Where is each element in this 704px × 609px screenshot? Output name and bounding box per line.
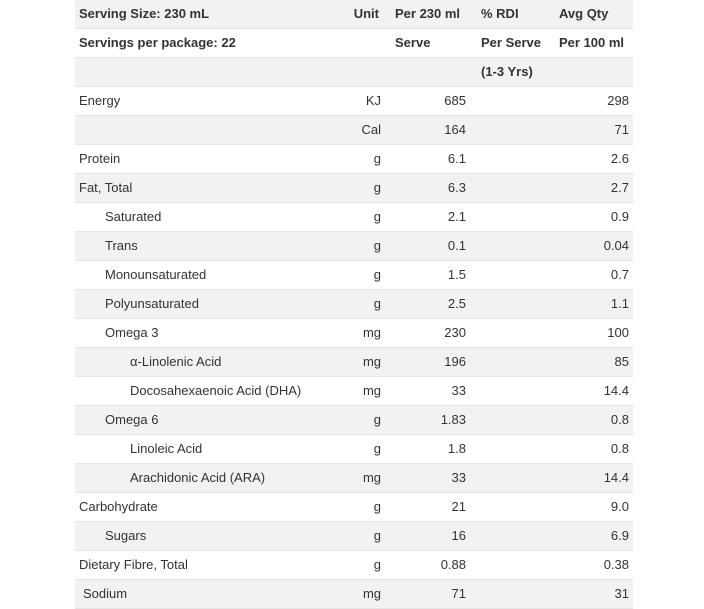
- table-row: [75, 145, 633, 174]
- nutrient-per-serve: 71: [385, 580, 471, 609]
- table-row: [75, 551, 633, 580]
- nutrient-unit: g: [341, 493, 385, 522]
- nutrient-avg-qty: 0.8: [549, 406, 633, 435]
- nutrient-avg-qty: 0.9: [549, 203, 633, 232]
- nutrient-per-serve: 230: [385, 319, 471, 348]
- nutrient-avg-qty: 2.6: [549, 145, 633, 174]
- nutrient-name: Linoleic Acid: [75, 435, 341, 464]
- per-serve-sub-header: Serve: [385, 29, 471, 58]
- nutrient-avg-qty: 298: [549, 87, 633, 116]
- nutrient-rdi: [471, 551, 549, 580]
- nutrient-per-serve: 2.5: [385, 290, 471, 319]
- nutrient-name: Saturated: [75, 203, 341, 232]
- table-row: [75, 493, 633, 522]
- nutrient-per-serve: 685: [385, 87, 471, 116]
- nutrient-unit: mg: [341, 464, 385, 493]
- nutrient-unit: g: [341, 261, 385, 290]
- nutrient-unit: mg: [341, 377, 385, 406]
- nutrient-unit: g: [341, 522, 385, 551]
- nutrient-per-serve: 33: [385, 464, 471, 493]
- table-row: [75, 435, 633, 464]
- nutrient-unit: g: [341, 145, 385, 174]
- nutrient-name: [75, 116, 341, 145]
- rdi-sub-header: Per Serve: [471, 29, 549, 58]
- nutrient-rdi: [471, 261, 549, 290]
- rdi-header: % RDI: [471, 0, 549, 29]
- nutrient-rdi: [471, 522, 549, 551]
- nutrient-avg-qty: 31: [549, 580, 633, 609]
- nutrient-rdi: [471, 377, 549, 406]
- nutrient-per-serve: 1.8: [385, 435, 471, 464]
- header-blank: [385, 58, 471, 87]
- serving-size-label: Serving Size: 230 mL: [75, 0, 341, 29]
- nutrient-name: α-Linolenic Acid: [75, 348, 341, 377]
- nutrient-name: Omega 6: [75, 406, 341, 435]
- table-row: [75, 377, 633, 406]
- nutrient-avg-qty: 2.7: [549, 174, 633, 203]
- nutrient-per-serve: 6.1: [385, 145, 471, 174]
- nutrient-unit: mg: [341, 580, 385, 609]
- nutrient-name: Polyunsaturated: [75, 290, 341, 319]
- nutrient-rdi: [471, 232, 549, 261]
- avg-qty-sub-header: Per 100 ml: [549, 29, 633, 58]
- nutrient-unit: g: [341, 203, 385, 232]
- nutrient-rdi: [471, 493, 549, 522]
- nutrient-avg-qty: 9.0: [549, 493, 633, 522]
- nutrient-unit: KJ: [341, 87, 385, 116]
- header-row-age: [75, 58, 633, 87]
- nutrient-name: Arachidonic Acid (ARA): [75, 464, 341, 493]
- nutrient-unit: g: [341, 290, 385, 319]
- nutrient-unit: mg: [341, 348, 385, 377]
- nutrient-avg-qty: 14.4: [549, 377, 633, 406]
- table-row: [75, 290, 633, 319]
- nutrient-rdi: [471, 464, 549, 493]
- nutrient-rdi: [471, 145, 549, 174]
- header-row-servings: [75, 29, 633, 58]
- nutrition-table: [75, 0, 633, 609]
- avg-qty-header: Avg Qty: [549, 0, 633, 29]
- nutrient-rdi: [471, 435, 549, 464]
- nutrient-name: Fat, Total: [75, 174, 341, 203]
- nutrient-per-serve: 16: [385, 522, 471, 551]
- nutrient-per-serve: 1.83: [385, 406, 471, 435]
- nutrient-avg-qty: 85: [549, 348, 633, 377]
- nutrient-avg-qty: 14.4: [549, 464, 633, 493]
- nutrient-avg-qty: 100: [549, 319, 633, 348]
- table-row: [75, 174, 633, 203]
- nutrient-unit: Cal: [341, 116, 385, 145]
- nutrient-avg-qty: 0.38: [549, 551, 633, 580]
- nutrient-per-serve: 164: [385, 116, 471, 145]
- table-row: [75, 464, 633, 493]
- nutrient-rdi: [471, 116, 549, 145]
- unit-header: Unit: [341, 0, 385, 29]
- nutrient-per-serve: 2.1: [385, 203, 471, 232]
- nutrient-per-serve: 21: [385, 493, 471, 522]
- servings-per-package-label: Servings per package: 22: [75, 29, 341, 58]
- table-row: [75, 319, 633, 348]
- nutrient-name: Omega 3: [75, 319, 341, 348]
- nutrient-unit: mg: [341, 319, 385, 348]
- nutrient-unit: g: [341, 232, 385, 261]
- nutrient-avg-qty: 0.7: [549, 261, 633, 290]
- nutrient-name: Protein: [75, 145, 341, 174]
- unit-header-sub: [341, 29, 385, 58]
- nutrient-avg-qty: 0.8: [549, 435, 633, 464]
- nutrient-rdi: [471, 319, 549, 348]
- header-blank: [75, 58, 341, 87]
- nutrient-rdi: [471, 580, 549, 609]
- table-row: [75, 116, 633, 145]
- rdi-age-header: (1-3 Yrs): [471, 58, 549, 87]
- nutrient-per-serve: 6.3: [385, 174, 471, 203]
- table-row: [75, 348, 633, 377]
- nutrient-name: Carbohydrate: [75, 493, 341, 522]
- table-row: [75, 522, 633, 551]
- nutrient-name: Sodium: [75, 580, 341, 609]
- nutrient-rdi: [471, 348, 549, 377]
- header-row-serving-size: [75, 0, 633, 29]
- table-row: [75, 87, 633, 116]
- header-blank: [549, 58, 633, 87]
- nutrient-name: Sugars: [75, 522, 341, 551]
- nutrient-rows: [75, 87, 633, 609]
- nutrient-per-serve: 196: [385, 348, 471, 377]
- table-row: [75, 406, 633, 435]
- nutrient-per-serve: 1.5: [385, 261, 471, 290]
- nutrient-per-serve: 0.1: [385, 232, 471, 261]
- nutrient-rdi: [471, 203, 549, 232]
- nutrient-name: Energy: [75, 87, 341, 116]
- table-row: [75, 261, 633, 290]
- nutrient-rdi: [471, 406, 549, 435]
- header-blank: [341, 58, 385, 87]
- table-row: [75, 203, 633, 232]
- per-serve-header: Per 230 ml: [385, 0, 471, 29]
- nutrient-name: Monounsaturated: [75, 261, 341, 290]
- nutrient-unit: g: [341, 551, 385, 580]
- nutrient-rdi: [471, 87, 549, 116]
- nutrient-name: Docosahexaenoic Acid (DHA): [75, 377, 341, 406]
- nutrient-rdi: [471, 290, 549, 319]
- nutrient-avg-qty: 71: [549, 116, 633, 145]
- nutrient-unit: g: [341, 174, 385, 203]
- nutrient-avg-qty: 0.04: [549, 232, 633, 261]
- nutrient-unit: g: [341, 406, 385, 435]
- table-row: [75, 232, 633, 261]
- nutrient-name: Trans: [75, 232, 341, 261]
- nutrient-per-serve: 0.88: [385, 551, 471, 580]
- nutrient-per-serve: 33: [385, 377, 471, 406]
- nutrient-unit: g: [341, 435, 385, 464]
- nutrient-rdi: [471, 174, 549, 203]
- table-row: [75, 580, 633, 609]
- nutrient-avg-qty: 6.9: [549, 522, 633, 551]
- nutrient-avg-qty: 1.1: [549, 290, 633, 319]
- nutrient-name: Dietary Fibre, Total: [75, 551, 341, 580]
